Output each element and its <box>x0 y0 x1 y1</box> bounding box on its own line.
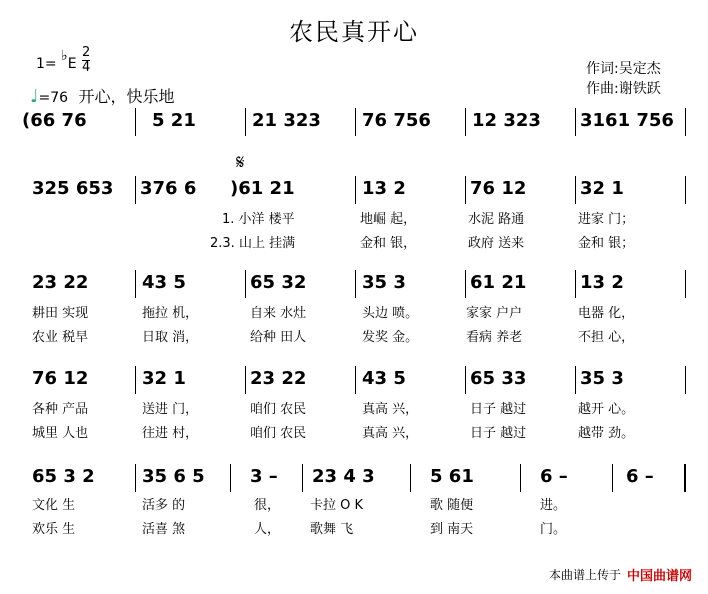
lyric: 门。 <box>540 522 567 537</box>
measure: 23 22 <box>250 368 307 389</box>
lyric: 欢乐 生 <box>32 522 76 537</box>
barline <box>135 464 136 492</box>
lyric: 越开 心。 <box>578 402 635 417</box>
barline <box>135 176 136 204</box>
lyric: 家家 户户 <box>466 306 523 321</box>
lyric: 电器 化， <box>578 306 635 321</box>
lyric: 真高 兴， <box>362 426 419 441</box>
key-note: E <box>67 56 77 72</box>
lyric: 1. 小洋 楼平 <box>222 212 295 227</box>
measure: 76 12 <box>32 368 89 389</box>
lyric: 日子 越过 <box>470 426 527 441</box>
time-signature <box>82 46 90 75</box>
barline <box>302 464 303 492</box>
barline <box>575 176 576 204</box>
lyric: 歌 随便 <box>430 498 474 513</box>
lyric: 日子 越过 <box>470 402 527 417</box>
measure: 32 1 <box>580 178 624 199</box>
barline <box>245 108 246 136</box>
measure: 5 61 <box>430 466 474 487</box>
lyric: 日取 消， <box>142 330 199 345</box>
lyric: 越带 劲。 <box>578 426 635 441</box>
measure: 12 323 <box>472 110 541 131</box>
flat-icon: ♭ <box>61 48 68 64</box>
lyric: 文化 生 <box>32 498 76 513</box>
quarter-note-icon: ♩ <box>30 86 39 107</box>
measure: 43 5 <box>142 272 186 293</box>
measure: 76 12 <box>470 178 527 199</box>
lyric: 耕田 实现 <box>32 306 89 321</box>
page-title: 农民真开心 <box>289 18 419 46</box>
measure: 65 3 2 <box>32 466 95 487</box>
measure: 3161 756 <box>580 110 674 131</box>
key-signature <box>36 48 77 72</box>
tempo-marking <box>30 84 175 107</box>
barline <box>685 108 686 136</box>
measure: 376 6 <box>140 178 197 199</box>
lyric: 人， <box>254 522 281 537</box>
lyric: 卡拉 O K <box>310 498 364 513</box>
measure: 65 33 <box>470 368 527 389</box>
tempo-mood: 开心，快乐地 <box>78 87 175 106</box>
measure: 32 1 <box>142 368 186 389</box>
lyric: 自来 水灶 <box>250 306 307 321</box>
composer-credit: 作曲:谢铁跃 <box>586 81 661 97</box>
lyric: 2.3. 山上 挂满 <box>210 236 296 251</box>
measure: 6 – <box>540 466 568 487</box>
measure: 65 32 <box>250 272 307 293</box>
measure: 23 4 3 <box>312 466 375 487</box>
lyric: 进家 门； <box>578 212 635 227</box>
lyric: 给种 田人 <box>250 330 307 345</box>
lyric: 到 南天 <box>430 522 474 537</box>
measure: 3 – <box>250 466 278 487</box>
lyric: 各种 产品 <box>32 402 89 417</box>
lyric: 头边 喷。 <box>362 306 419 321</box>
measure: (66 76 <box>22 110 87 131</box>
time-bottom: 4 <box>82 60 91 75</box>
barline <box>465 176 466 204</box>
footer-text: 本曲谱上传于 <box>548 568 621 582</box>
measure: 35 6 5 <box>142 466 205 487</box>
lyricist-credit: 作词:吴定杰 <box>586 61 661 77</box>
footer <box>549 565 692 584</box>
barline <box>245 366 246 394</box>
lyric: 发奖 金。 <box>362 330 419 345</box>
measure: 325 653 <box>32 178 114 199</box>
barline <box>685 270 686 298</box>
barline <box>355 270 356 298</box>
lyric: 不担 心， <box>578 330 635 345</box>
barline <box>245 270 246 298</box>
barline <box>575 270 576 298</box>
lyric: 农业 税早 <box>32 330 89 345</box>
lyric: 拖拉 机， <box>142 306 199 321</box>
measure: 5 21 <box>152 110 196 131</box>
barline <box>355 176 356 204</box>
barline <box>135 108 136 136</box>
lyric: 地崛 起， <box>360 212 417 227</box>
lyric: 金和 银； <box>578 236 635 251</box>
barline <box>355 366 356 394</box>
barline <box>230 464 231 492</box>
barline <box>355 108 356 136</box>
segno-icon: 𝄋 <box>236 150 245 174</box>
barline <box>410 464 411 492</box>
final-barline <box>684 464 686 492</box>
lyric: 往进 村， <box>142 426 199 441</box>
barline <box>685 176 686 204</box>
barline <box>612 464 613 492</box>
site-logo[interactable]: 中国曲谱网 <box>626 569 692 584</box>
time-top: 2 <box>82 45 91 60</box>
measure: 21 323 <box>252 110 321 131</box>
measure: 13 2 <box>580 272 624 293</box>
measure: 13 2 <box>362 178 406 199</box>
barline <box>575 108 576 136</box>
barline <box>685 366 686 394</box>
measure: 61 21 <box>470 272 527 293</box>
lyric: 金和 银， <box>360 236 417 251</box>
barline <box>135 366 136 394</box>
lyric: 看病 养老 <box>466 330 523 345</box>
barline <box>520 464 521 492</box>
barline <box>465 270 466 298</box>
key-prefix: 1= <box>36 56 57 72</box>
lyric: 活多 的 <box>142 498 186 513</box>
measure: 43 5 <box>362 368 406 389</box>
measure: 23 22 <box>32 272 89 293</box>
lyric: 歌舞 飞 <box>310 522 354 537</box>
barline <box>465 366 466 394</box>
measure: 76 756 <box>362 110 431 131</box>
barline <box>465 108 466 136</box>
lyric: 进。 <box>540 498 567 513</box>
lyric: 城里 人也 <box>32 426 89 441</box>
measure: )61 21 <box>230 178 295 199</box>
barline <box>135 270 136 298</box>
lyric: 咱们 农民 <box>250 402 307 417</box>
barline <box>575 366 576 394</box>
measure: 35 3 <box>362 272 406 293</box>
lyric: 送进 门， <box>142 402 199 417</box>
measure: 35 3 <box>580 368 624 389</box>
lyric: 咱们 农民 <box>250 426 307 441</box>
lyric: 水泥 路通 <box>468 212 525 227</box>
lyric: 很， <box>254 498 281 513</box>
tempo-value: =76 <box>38 90 69 106</box>
lyric: 政府 送来 <box>468 236 525 251</box>
lyric: 活喜 煞 <box>142 522 186 537</box>
measure: 6 – <box>626 466 654 487</box>
lyric: 真高 兴， <box>362 402 419 417</box>
